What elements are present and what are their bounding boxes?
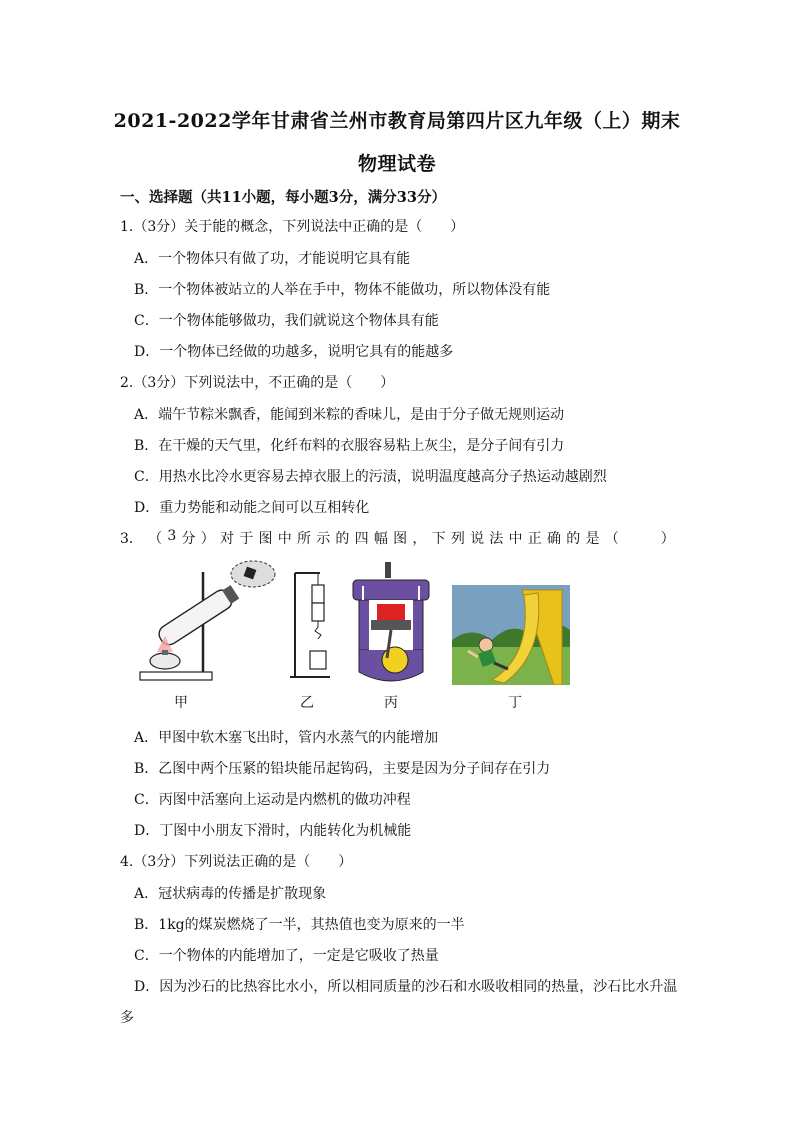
question-3-option-d: D．丁图中小朋友下滑时，内能转化为机械能 (134, 823, 412, 839)
question-1-option-a: A．一个物体只有做了功，才能说明它具有能 (134, 251, 411, 267)
stem-char: （ ） (604, 531, 675, 547)
figure-caption-yi: 乙 (300, 695, 314, 711)
question-2-stem: 2.（3分）下列说法中，不正确的是（ ） (120, 375, 395, 391)
figure-caption-bing: 丙 (384, 695, 398, 711)
question-1-option-c: C．一个物体能够做功，我们就说这个物体具有能 (134, 313, 439, 329)
question-2-option-c: C．用热水比冷水更容易去掉衣服上的污渍，说明温度越高分子热运动越剧烈 (134, 469, 607, 485)
stem-char: 3． (120, 531, 143, 547)
stem-char: ） (200, 531, 215, 547)
question-2-option-b: B．在干燥的天气里，化纤布料的衣服容易粘上灰尘，是分子间有引力 (134, 438, 565, 454)
stem-char: 确 (547, 531, 561, 547)
stem-char: （ (148, 531, 163, 547)
question-2-option-d: D．重力势能和动能之间可以互相转化 (134, 500, 370, 516)
question-4-option-a: A．冠状病毒的传播是扩散现象 (134, 886, 327, 902)
figure-caption-ding: 丁 (508, 695, 522, 711)
exam-title-line2: 物理试卷 (357, 153, 436, 175)
question-1-option-b: B．一个物体被站立的人举在手中，物体不能做功，所以物体没有能 (134, 282, 551, 298)
stem-char: 对 (220, 531, 235, 547)
stem-char: 于 (239, 531, 254, 547)
question-3-option-c: C．丙图中活塞向上运动是内燃机的做功冲程 (134, 792, 411, 808)
question-4-option-c: C．一个物体的内能增加了，一定是它吸收了热量 (134, 948, 439, 964)
stem-char: 的 (566, 531, 581, 547)
figure-bing-engine (351, 560, 431, 685)
question-1-option-d: D．一个物体已经做的功越多，说明它具有的能越多 (134, 344, 454, 360)
stem-char: 幅 (373, 531, 388, 547)
stem-char: 法 (489, 531, 504, 547)
stem-char: 图 (393, 531, 408, 547)
stem-char: 下 (431, 531, 446, 547)
figure-ding-slide (452, 585, 570, 685)
stem-char: 正 (527, 531, 542, 547)
question-4-option-d: D．因为沙石的比热容比水小，所以相同质量的沙石和水吸收相同的热量，沙石比水升温 (134, 979, 678, 995)
question-1-stem: 1.（3分）关于能的概念，下列说法中正确的是（ ） (120, 219, 465, 235)
question-3-option-b: B．乙图中两个压紧的铅块能吊起钩码，主要是因为分子间存在引力 (134, 761, 551, 777)
stem-char: 四 (354, 531, 369, 547)
stem-char: 3 (167, 528, 177, 544)
question-3-option-a: A．甲图中软木塞飞出时，管内水蒸气的内能增加 (134, 730, 439, 746)
question-4-stem: 4.（3分）下列说法正确的是（ ） (120, 854, 353, 870)
question-4-option-b: B．1kg的煤炭燃烧了一半，其热值也变为原来的一半 (134, 917, 465, 933)
stem-char: ， (412, 531, 427, 547)
stem-char: 中 (277, 531, 292, 547)
stem-char: 是 (585, 531, 600, 547)
stem-char: 分 (181, 531, 196, 547)
figure-jia-test-tube-heating (135, 560, 285, 685)
stem-char: 图 (258, 531, 273, 547)
stem-char: 所 (296, 531, 311, 547)
question-3-stem (120, 528, 675, 548)
question-2-option-a: A．端午节粽米飘香，能闻到米粽的香味儿，是由于分子做无规则运动 (134, 407, 565, 423)
section-heading: 一、选择题（共11小题，每小题3分，满分33分） (120, 189, 446, 206)
stem-char: 说 (470, 531, 485, 547)
exam-title-line1: 2021-2022学年甘肃省兰州市教育局第四片区九年级（上）期末 (113, 110, 681, 132)
figure-yi-lead-blocks (290, 565, 330, 685)
stem-char: 列 (450, 531, 465, 547)
stem-char: 中 (508, 531, 523, 547)
question-4-option-d-continuation: 多 (120, 1010, 134, 1026)
stem-char: 示 (316, 531, 331, 547)
figure-caption-jia: 甲 (174, 695, 188, 711)
stem-char: 的 (335, 531, 350, 547)
